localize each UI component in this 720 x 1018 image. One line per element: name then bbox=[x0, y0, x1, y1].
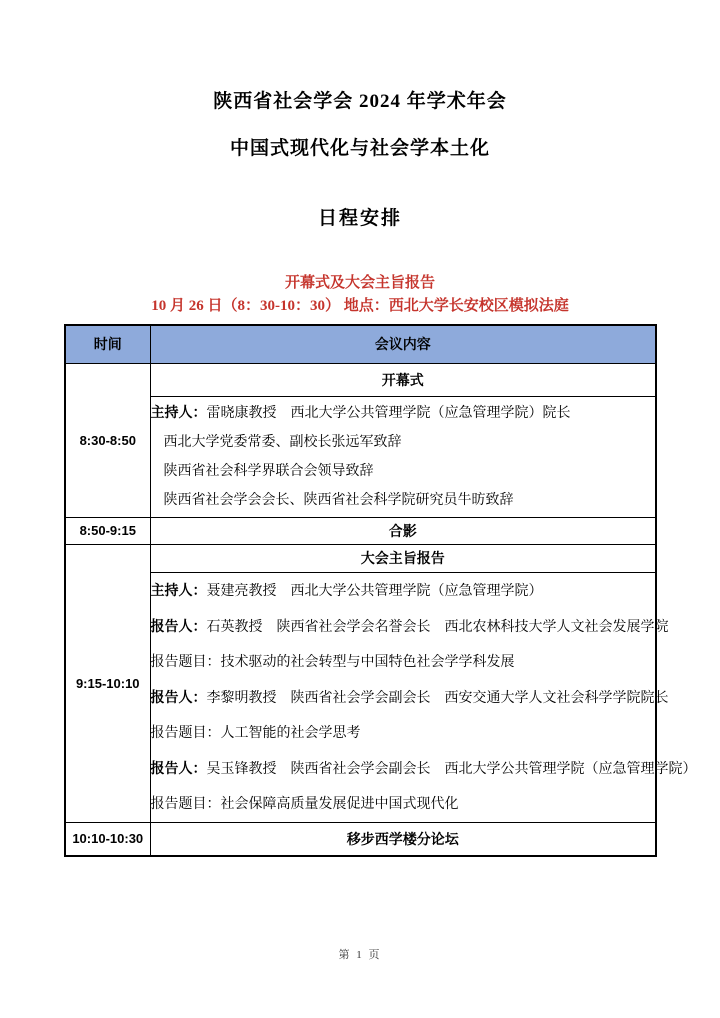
agenda-line bbox=[151, 716, 656, 751]
agenda-text: 报告题目：技术驱动的社会转型与中国特色社会学学科发展 bbox=[150, 654, 515, 670]
agenda-text: 雷晓康教授 西北大学公共管理学院（应急管理学院）院长 bbox=[206, 406, 571, 421]
header-cell-time: 时间 bbox=[65, 325, 150, 363]
agenda-line bbox=[151, 486, 656, 515]
page-title-line1: 陕西省社会学会 2024 年学术年会 bbox=[213, 91, 507, 112]
agenda-line bbox=[151, 428, 656, 457]
time-cell: 10:10-10:30 bbox=[65, 822, 150, 856]
session-title: 开幕式及大会主旨报告 bbox=[284, 275, 435, 291]
agenda-text: 吴玉锋教授 陕西省社会学会副会长 西北大学公共管理学院（应急管理学院） bbox=[206, 761, 697, 777]
session-datetime-location: 10 月 26 日（8：30-10：30） 地点：西北大学长安校区模拟法庭 bbox=[151, 298, 569, 314]
agenda-line bbox=[150, 680, 669, 716]
speaker-label: 报告人： bbox=[150, 759, 207, 776]
speaker-label: 主持人： bbox=[150, 581, 207, 598]
agenda-text: 陕西省社会学会会长、陕西省社会科学院研究员牛昉致辞 bbox=[163, 493, 514, 508]
agenda-line bbox=[151, 457, 656, 486]
agenda-line bbox=[151, 645, 656, 680]
page-title-line2: 中国式现代化与社会学本土化 bbox=[229, 138, 490, 159]
section-title: 移步西学楼分论坛 bbox=[150, 822, 656, 856]
speaker-label: 主持人： bbox=[150, 404, 207, 420]
page-number: 第 1 页 bbox=[338, 949, 382, 961]
table-row bbox=[65, 363, 656, 396]
agenda-text: 石英教授 陕西省社会学会名誉会长 西北农林科技大学人文社会发展学院 bbox=[206, 619, 669, 635]
header-cell-content: 会议内容 bbox=[150, 325, 656, 363]
time-cell: 8:50-9:15 bbox=[65, 517, 150, 544]
table-header-row bbox=[65, 325, 656, 363]
agenda-text: 报告题目：社会保障高质量发展促进中国式现代化 bbox=[150, 796, 459, 812]
speaker-label: 报告人： bbox=[150, 688, 207, 705]
schedule-table bbox=[64, 324, 697, 857]
page-subtitle: 日程安排 bbox=[317, 208, 402, 229]
table-row bbox=[65, 544, 656, 572]
agenda-line bbox=[151, 787, 656, 822]
agenda-text: 陕西省社会科学界联合会领导致辞 bbox=[163, 464, 374, 479]
agenda-line bbox=[151, 573, 656, 609]
time-cell: 8:30-8:50 bbox=[65, 363, 150, 517]
table-row bbox=[65, 396, 656, 517]
agenda-text: 聂建亮教授 西北大学公共管理学院（应急管理学院） bbox=[206, 583, 543, 599]
agenda-text: 李黎明教授 陕西省社会学会副会长 西安交通大学人文社会科学学院院长 bbox=[206, 690, 669, 706]
speaker-label: 报告人： bbox=[150, 617, 207, 634]
agenda-line bbox=[150, 609, 669, 645]
section-title: 合影 bbox=[150, 517, 656, 544]
table-row bbox=[65, 572, 656, 822]
section-title: 开幕式 bbox=[150, 363, 656, 396]
agenda-text: 西北大学党委常委、副校长张远军致辞 bbox=[163, 435, 402, 450]
table-row bbox=[65, 517, 656, 544]
table-row bbox=[65, 822, 656, 856]
section-title: 大会主旨报告 bbox=[150, 544, 656, 572]
agenda-line bbox=[151, 398, 656, 428]
time-cell: 9:15-10:10 bbox=[65, 544, 150, 822]
agenda-text: 报告题目：人工智能的社会学思考 bbox=[150, 725, 361, 741]
agenda-line bbox=[150, 751, 697, 787]
